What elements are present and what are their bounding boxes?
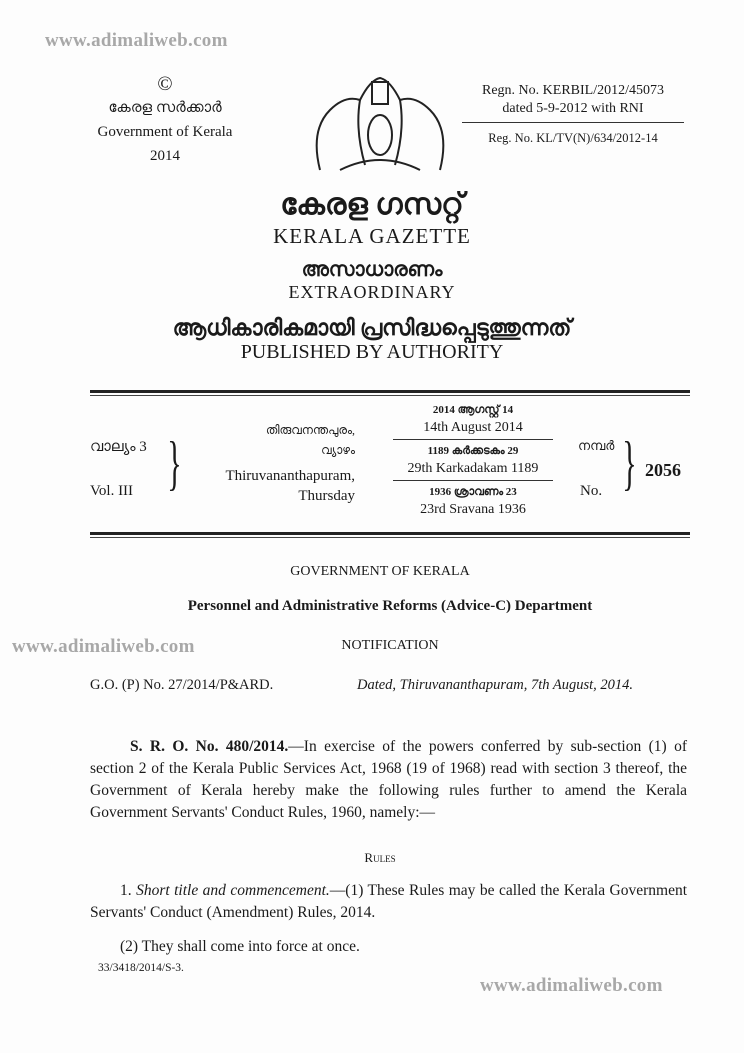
rule-text: —(1) These Rules may be called the Kerala Government Servants' Conduct (Amendment) Rules, 2014.: [90, 882, 688, 921]
date-gregorian-malayalam: 2014 ആഗസ്റ്റ് 14: [432, 404, 514, 416]
number-label-malayalam: നമ്പർ: [578, 438, 615, 453]
authority-english: PUBLISHED BY AUTHORITY: [240, 341, 504, 363]
date-saka: 23rd Sravana 1936: [420, 502, 526, 517]
go-dated: Dated, Thiruvananthapuram, 7th August, 2014.: [357, 677, 634, 693]
volume-english: Vol. III: [90, 483, 134, 499]
sro-text: —In exercise of the powers conferred by sub-section (1) of section 2 of the Kerala Public Services Act, 1968 (19 of 1968) read with section 3 thereof, the Government of Kerala hereby make the following rules further to amend the Kerala Government Servants' Conduct Rules, 1960, namely:—: [90, 738, 687, 821]
publisher-block: [75, 72, 255, 168]
authority-malayalam: ആധികാരികമായി പ്രസിദ്ധപ്പെടുത്തുന്നത്: [172, 315, 572, 340]
place-english: Thiruvananthapuram,: [225, 468, 355, 484]
place-malayalam: തിരുവനന്തപുരം,: [265, 423, 355, 437]
watermark-middle: www.adimaliweb.com: [12, 636, 195, 657]
volume-malayalam: വാല്യം 3: [90, 439, 147, 455]
registration-block: [462, 82, 684, 147]
extraordinary-malayalam: അസാധാരണം: [301, 259, 443, 281]
gov-malayalam: കേരള സർക്കാർ: [108, 100, 222, 116]
go-number: G.O. (P) No. 27/2014/P&ARD.: [90, 677, 274, 693]
day-english: Thursday: [298, 488, 355, 504]
sro-number: S. R. O. No. 480/2014.: [130, 738, 289, 755]
volume-brace: }: [167, 430, 182, 496]
watermark-bottom: www.adimaliweb.com: [480, 975, 663, 996]
rule-title: Short title and commencement.: [136, 882, 330, 899]
rule-subsection-2: (2) They shall come into force at once.: [120, 938, 360, 955]
date-malayalam-era: 29th Karkadakam 1189: [407, 461, 539, 476]
title-english: KERALA GAZETTE: [273, 224, 471, 248]
notification-heading: NOTIFICATION: [341, 638, 439, 653]
government-heading: GOVERNMENT OF KERALA: [290, 564, 470, 579]
reg-number: Reg. No. KL/TV(N)/634/2012-14: [462, 122, 684, 147]
rules-heading: Rules: [364, 850, 396, 865]
date-gregorian: 14th August 2014: [423, 420, 523, 435]
regn-number: Regn. No. KERBIL/2012/45073: [482, 83, 664, 98]
kerala-emblem-icon: [300, 70, 460, 180]
bottom-rule: [90, 532, 690, 538]
title-malayalam: കേരള ഗസറ്റ്: [280, 188, 464, 221]
gov-english: Government of Kerala: [97, 124, 233, 140]
date-malayalam-era-malayalam: 1189 കർക്കടകം 29: [393, 439, 553, 460]
top-rule: [90, 390, 690, 396]
rule-number: 1.: [120, 882, 132, 899]
year: 2014: [150, 148, 180, 164]
place-day-block: [190, 420, 355, 506]
footer-code: 33/3418/2014/S-3.: [98, 962, 184, 974]
date-saka-malayalam: 1936 ശ്രാവണം 23: [393, 480, 553, 501]
dates-block: [393, 402, 553, 518]
number-label-english: No.: [580, 483, 603, 499]
copyright-symbol: ©: [157, 73, 173, 95]
department-heading: Personnel and Administrative Reforms (Advice-C) Department: [187, 598, 593, 614]
watermark-top: www.adimaliweb.com: [45, 30, 228, 51]
regn-dated: dated 5-9-2012 with RNI: [502, 101, 644, 116]
number-brace: }: [622, 430, 637, 496]
rule-1: [90, 880, 687, 958]
sro-paragraph: [90, 736, 687, 824]
masthead-titles: [0, 188, 744, 364]
gazette-number: 2056: [645, 460, 681, 480]
extraordinary-english: EXTRAORDINARY: [288, 282, 456, 302]
day-malayalam: വ്യാഴം: [321, 443, 355, 457]
